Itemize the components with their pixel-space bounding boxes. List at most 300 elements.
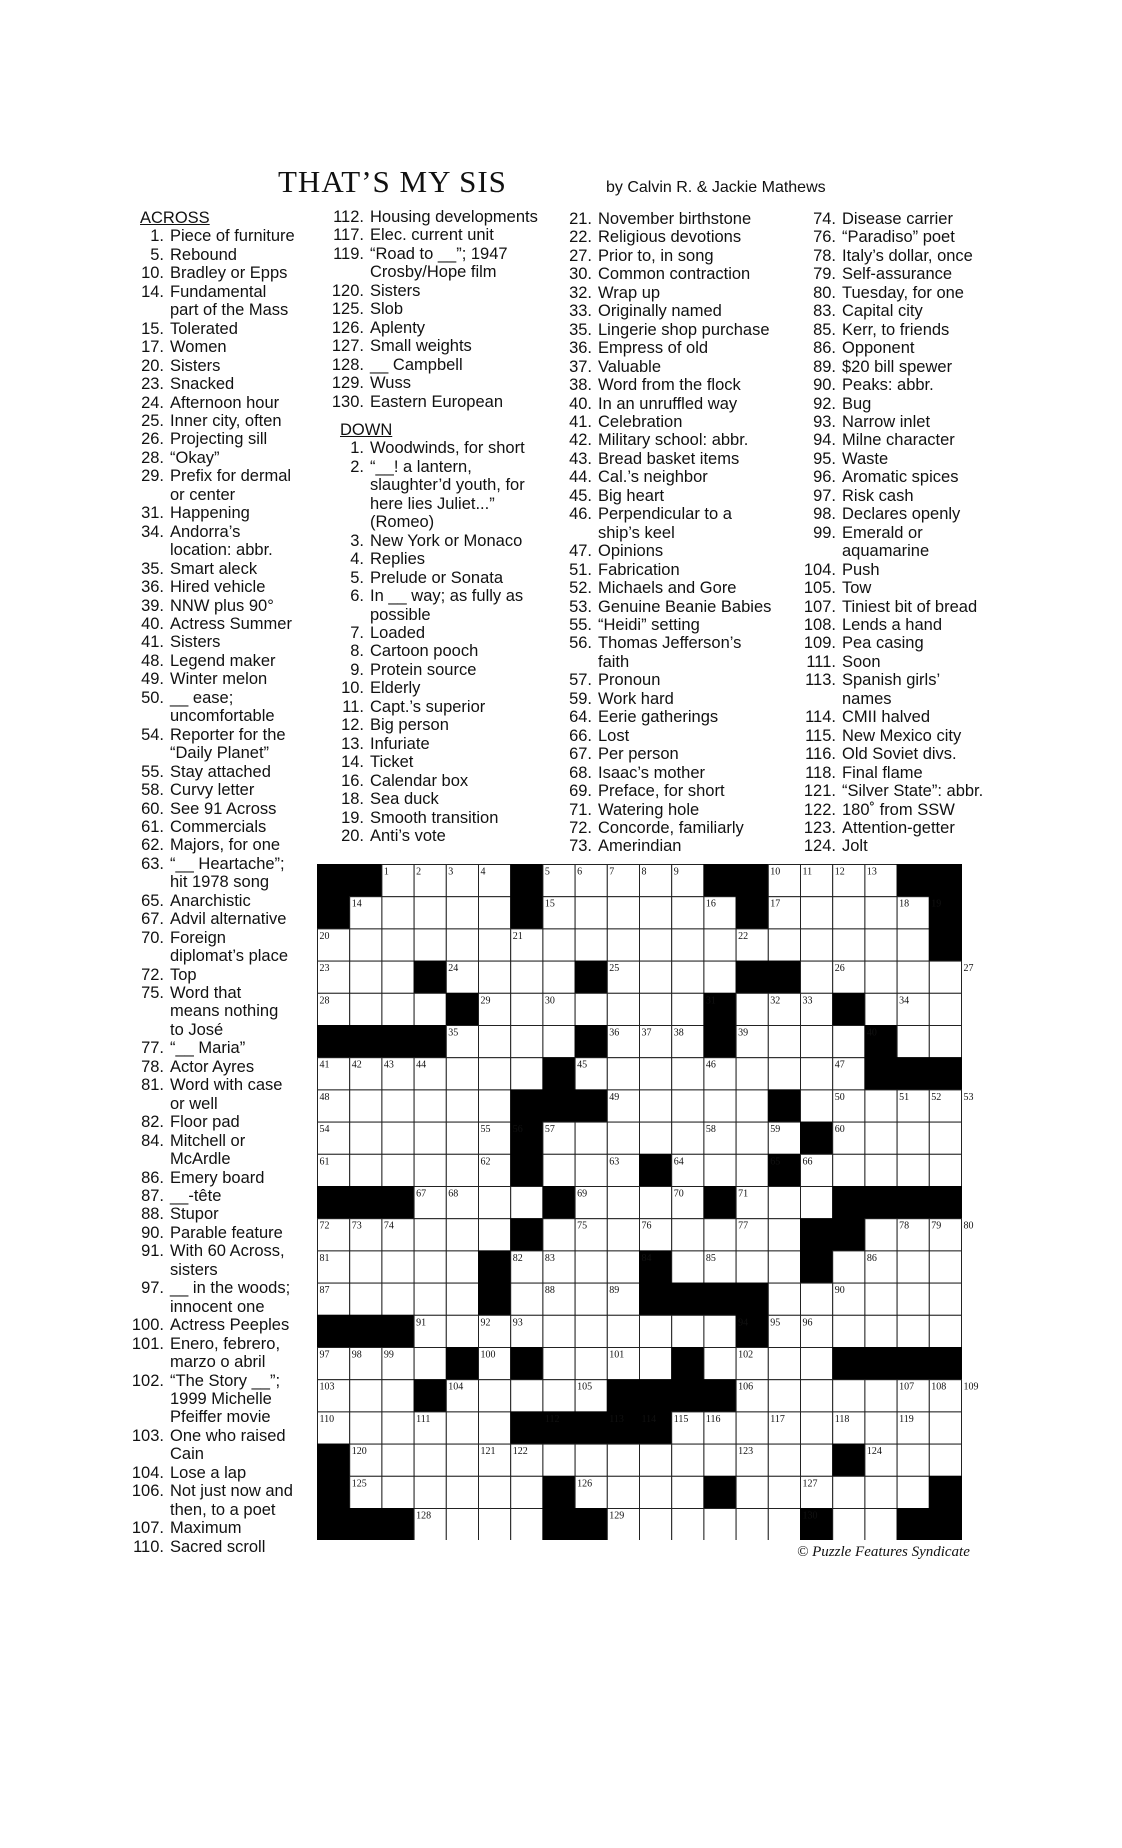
grid-cell[interactable] — [382, 1154, 414, 1186]
grid-cell[interactable] — [382, 897, 414, 929]
grid-cell[interactable] — [350, 1154, 382, 1186]
grid-cell[interactable] — [768, 1219, 800, 1251]
clue-down-85[interactable] — [800, 321, 1005, 339]
clue-down-109[interactable] — [800, 634, 1005, 652]
clue-across-58[interactable] — [128, 781, 324, 799]
grid-cell[interactable] — [446, 1476, 478, 1508]
clue-across-78[interactable] — [128, 1058, 324, 1076]
clue-down-118[interactable] — [800, 764, 1005, 782]
clue-across-81[interactable] — [128, 1076, 324, 1113]
grid-cell[interactable] — [446, 1283, 478, 1315]
clue-down-38[interactable] — [556, 376, 796, 394]
grid-cell[interactable] — [801, 929, 833, 961]
clue-across-15[interactable] — [128, 320, 324, 338]
grid-cell[interactable] — [704, 1154, 736, 1186]
grid-cell[interactable] — [479, 1187, 511, 1219]
grid-cell[interactable] — [543, 929, 575, 961]
grid-cell[interactable] — [672, 1476, 704, 1508]
grid-cell[interactable] — [607, 1122, 639, 1154]
grid-cell[interactable] — [607, 897, 639, 929]
grid-cell[interactable] — [768, 1187, 800, 1219]
clue-across-63[interactable] — [128, 855, 324, 892]
clue-down-56[interactable] — [556, 634, 796, 671]
clue-down-115[interactable] — [800, 727, 1005, 745]
crossword-grid[interactable] — [317, 864, 999, 1540]
grid-cell[interactable] — [672, 1122, 704, 1154]
grid-cell[interactable] — [833, 1026, 865, 1058]
grid-cell[interactable] — [446, 929, 478, 961]
clue-down-124[interactable] — [800, 837, 1005, 855]
grid-cell[interactable] — [897, 1122, 929, 1154]
clue-down-104[interactable] — [800, 561, 1005, 579]
grid-cell[interactable] — [511, 961, 543, 993]
clue-down-94[interactable] — [800, 431, 1005, 449]
grid-cell[interactable] — [929, 1444, 961, 1476]
clue-across-28[interactable] — [128, 449, 324, 467]
clue-across-130[interactable] — [328, 393, 558, 411]
clue-down-5[interactable] — [328, 569, 558, 587]
grid-cell[interactable] — [929, 961, 961, 993]
grid-cell[interactable] — [833, 1251, 865, 1283]
clue-across-102[interactable] — [128, 1372, 324, 1427]
grid-cell[interactable] — [704, 1444, 736, 1476]
clue-down-96[interactable] — [800, 468, 1005, 486]
clue-down-22[interactable] — [556, 228, 796, 246]
grid-cell[interactable] — [543, 1444, 575, 1476]
clue-across-55[interactable] — [128, 763, 324, 781]
grid-cell[interactable] — [736, 1476, 768, 1508]
clue-down-92[interactable] — [800, 395, 1005, 413]
clue-down-105[interactable] — [800, 579, 1005, 597]
clue-down-116[interactable] — [800, 745, 1005, 763]
clue-across-125[interactable] — [328, 300, 558, 318]
grid-cell[interactable] — [929, 1315, 961, 1347]
grid-cell[interactable] — [382, 1283, 414, 1315]
grid-cell[interactable] — [414, 1348, 446, 1380]
grid-cell[interactable] — [801, 1283, 833, 1315]
grid-cell[interactable] — [801, 1058, 833, 1090]
clue-across-101[interactable] — [128, 1335, 324, 1372]
grid-cell[interactable] — [801, 1187, 833, 1219]
clue-across-112[interactable] — [328, 208, 558, 226]
grid-cell[interactable] — [929, 1154, 961, 1186]
grid-cell[interactable] — [865, 1315, 897, 1347]
clue-down-55[interactable] — [556, 616, 796, 634]
grid-cell[interactable] — [801, 897, 833, 929]
clue-down-2[interactable] — [328, 458, 558, 532]
clue-across-48[interactable] — [128, 652, 324, 670]
grid-cell[interactable] — [543, 1348, 575, 1380]
grid-cell[interactable] — [479, 961, 511, 993]
grid-cell[interactable] — [865, 1122, 897, 1154]
clue-down-123[interactable] — [800, 819, 1005, 837]
grid-cell[interactable] — [640, 1509, 672, 1541]
grid-cell[interactable] — [736, 1251, 768, 1283]
grid-cell[interactable] — [672, 1444, 704, 1476]
clue-across-75[interactable] — [128, 984, 324, 1039]
clue-across-1[interactable] — [128, 227, 324, 245]
grid-cell[interactable] — [672, 1315, 704, 1347]
grid-cell[interactable] — [479, 1219, 511, 1251]
grid-cell[interactable] — [607, 1187, 639, 1219]
grid-cell[interactable] — [897, 929, 929, 961]
clue-down-13[interactable] — [328, 735, 558, 753]
clue-down-45[interactable] — [556, 487, 796, 505]
grid-cell[interactable] — [543, 1219, 575, 1251]
clue-down-69[interactable] — [556, 782, 796, 800]
grid-cell[interactable] — [607, 1315, 639, 1347]
clue-down-3[interactable] — [328, 532, 558, 550]
grid-cell[interactable] — [414, 1283, 446, 1315]
grid-cell[interactable] — [479, 897, 511, 929]
clue-down-18[interactable] — [328, 790, 558, 808]
grid-cell[interactable] — [446, 1251, 478, 1283]
grid-cell[interactable] — [736, 1509, 768, 1541]
grid-cell[interactable] — [897, 1026, 929, 1058]
grid-cell[interactable] — [929, 1251, 961, 1283]
grid-cell[interactable] — [704, 1509, 736, 1541]
clue-down-40[interactable] — [556, 395, 796, 413]
grid-cell[interactable] — [672, 961, 704, 993]
grid-cell[interactable] — [704, 929, 736, 961]
grid-cell[interactable] — [833, 1315, 865, 1347]
grid-cell[interactable] — [640, 1476, 672, 1508]
grid-cell[interactable] — [640, 929, 672, 961]
clue-across-10[interactable] — [128, 264, 324, 282]
clue-across-60[interactable] — [128, 800, 324, 818]
clue-across-40[interactable] — [128, 615, 324, 633]
grid-cell[interactable] — [801, 1444, 833, 1476]
clue-across-120[interactable] — [328, 282, 558, 300]
grid-cell[interactable] — [511, 1476, 543, 1508]
clue-across-65[interactable] — [128, 892, 324, 910]
grid-cell[interactable] — [640, 1122, 672, 1154]
grid-cell[interactable] — [929, 1122, 961, 1154]
grid-cell[interactable] — [833, 1509, 865, 1541]
grid-cell[interactable] — [382, 1380, 414, 1412]
grid-cell[interactable] — [575, 1283, 607, 1315]
clue-down-32[interactable] — [556, 284, 796, 302]
clue-down-59[interactable] — [556, 690, 796, 708]
grid-cell[interactable] — [768, 1026, 800, 1058]
grid-cell[interactable] — [833, 1380, 865, 1412]
grid-cell[interactable] — [446, 1058, 478, 1090]
clue-across-127[interactable] — [328, 337, 558, 355]
clue-across-104[interactable] — [128, 1464, 324, 1482]
clue-across-70[interactable] — [128, 929, 324, 966]
grid-cell[interactable] — [736, 1090, 768, 1122]
grid-cell[interactable] — [768, 1444, 800, 1476]
grid-cell[interactable] — [736, 1154, 768, 1186]
clue-across-103[interactable] — [128, 1427, 324, 1464]
clue-across-97[interactable] — [128, 1279, 324, 1316]
grid-cell[interactable] — [929, 993, 961, 1025]
clue-across-72[interactable] — [128, 966, 324, 984]
clue-down-30[interactable] — [556, 265, 796, 283]
grid-cell[interactable] — [382, 1476, 414, 1508]
clue-across-110[interactable] — [128, 1538, 324, 1556]
clue-down-51[interactable] — [556, 561, 796, 579]
grid-cell[interactable] — [479, 1090, 511, 1122]
clue-down-47[interactable] — [556, 542, 796, 560]
grid-cell[interactable] — [897, 1283, 929, 1315]
grid-cell[interactable] — [801, 1412, 833, 1444]
grid-cell[interactable] — [575, 897, 607, 929]
clue-down-68[interactable] — [556, 764, 796, 782]
grid-cell[interactable] — [897, 1444, 929, 1476]
grid-cell[interactable] — [640, 1187, 672, 1219]
grid-cell[interactable] — [801, 1090, 833, 1122]
grid-cell[interactable] — [672, 1058, 704, 1090]
clue-down-111[interactable] — [800, 653, 1005, 671]
grid-cell[interactable] — [768, 1380, 800, 1412]
grid-cell[interactable] — [350, 961, 382, 993]
grid-cell[interactable] — [350, 1412, 382, 1444]
clue-down-52[interactable] — [556, 579, 796, 597]
clue-across-87[interactable] — [128, 1187, 324, 1205]
grid-cell[interactable] — [511, 1058, 543, 1090]
clue-across-107[interactable] — [128, 1519, 324, 1537]
clue-across-39[interactable] — [128, 597, 324, 615]
clue-across-84[interactable] — [128, 1132, 324, 1169]
clue-across-88[interactable] — [128, 1205, 324, 1223]
clue-across-36[interactable] — [128, 578, 324, 596]
grid-cell[interactable] — [479, 1380, 511, 1412]
clue-down-7[interactable] — [328, 624, 558, 642]
clue-down-90[interactable] — [800, 376, 1005, 394]
grid-cell[interactable] — [350, 1090, 382, 1122]
grid-cell[interactable] — [446, 1219, 478, 1251]
grid-cell[interactable] — [768, 1348, 800, 1380]
grid-cell[interactable] — [865, 1090, 897, 1122]
grid-cell[interactable] — [640, 897, 672, 929]
clue-across-128[interactable] — [328, 356, 558, 374]
clue-across-23[interactable] — [128, 375, 324, 393]
clue-across-31[interactable] — [128, 504, 324, 522]
grid-cell[interactable] — [672, 1090, 704, 1122]
grid-cell[interactable] — [736, 1058, 768, 1090]
grid-cell[interactable] — [414, 897, 446, 929]
clue-down-10[interactable] — [328, 679, 558, 697]
grid-cell[interactable] — [382, 1251, 414, 1283]
grid-cell[interactable] — [736, 1122, 768, 1154]
grid-cell[interactable] — [736, 1412, 768, 1444]
clue-across-49[interactable] — [128, 670, 324, 688]
grid-cell[interactable] — [575, 1154, 607, 1186]
grid-cell[interactable] — [640, 961, 672, 993]
grid-cell[interactable] — [607, 1476, 639, 1508]
grid-cell[interactable] — [479, 929, 511, 961]
clue-down-76[interactable] — [800, 228, 1005, 246]
grid-cell[interactable] — [897, 1315, 929, 1347]
grid-cell[interactable] — [382, 993, 414, 1025]
clue-down-43[interactable] — [556, 450, 796, 468]
clue-down-14[interactable] — [328, 753, 558, 771]
clue-down-64[interactable] — [556, 708, 796, 726]
clue-across-54[interactable] — [128, 726, 324, 763]
grid-cell[interactable] — [350, 1122, 382, 1154]
grid-cell[interactable] — [575, 1122, 607, 1154]
grid-cell[interactable] — [833, 897, 865, 929]
grid-cell[interactable] — [833, 929, 865, 961]
clue-down-78[interactable] — [800, 247, 1005, 265]
grid-cell[interactable] — [414, 1251, 446, 1283]
grid-cell[interactable] — [672, 993, 704, 1025]
grid-cell[interactable] — [768, 929, 800, 961]
grid-cell[interactable] — [640, 1058, 672, 1090]
grid-cell[interactable] — [414, 1444, 446, 1476]
clue-down-97[interactable] — [800, 487, 1005, 505]
clue-down-1[interactable] — [328, 439, 558, 457]
grid-cell[interactable] — [382, 1444, 414, 1476]
clue-down-35[interactable] — [556, 321, 796, 339]
clue-across-41[interactable] — [128, 633, 324, 651]
grid-cell[interactable] — [865, 1509, 897, 1541]
grid-cell[interactable] — [640, 993, 672, 1025]
grid-cell[interactable] — [575, 1315, 607, 1347]
grid-cell[interactable] — [543, 961, 575, 993]
grid-cell[interactable] — [350, 1251, 382, 1283]
grid-cell[interactable] — [865, 961, 897, 993]
clue-down-114[interactable] — [800, 708, 1005, 726]
grid-cell[interactable] — [640, 1090, 672, 1122]
grid-cell[interactable] — [640, 1348, 672, 1380]
grid-cell[interactable] — [704, 961, 736, 993]
clue-down-37[interactable] — [556, 358, 796, 376]
grid-cell[interactable] — [704, 1348, 736, 1380]
clue-down-122[interactable] — [800, 801, 1005, 819]
clue-down-27[interactable] — [556, 247, 796, 265]
grid-cell[interactable] — [511, 1509, 543, 1541]
clue-down-36[interactable] — [556, 339, 796, 357]
grid-cell[interactable] — [414, 1090, 446, 1122]
grid-cell[interactable] — [607, 1219, 639, 1251]
grid-cell[interactable] — [575, 929, 607, 961]
grid-cell[interactable] — [768, 1251, 800, 1283]
clue-down-121[interactable] — [800, 782, 1005, 800]
grid-cell[interactable] — [446, 1509, 478, 1541]
clue-across-62[interactable] — [128, 836, 324, 854]
clue-down-89[interactable] — [800, 358, 1005, 376]
grid-cell[interactable] — [865, 929, 897, 961]
clue-across-29[interactable] — [128, 467, 324, 504]
clue-across-24[interactable] — [128, 394, 324, 412]
grid-cell[interactable] — [543, 1154, 575, 1186]
grid-cell[interactable] — [833, 1154, 865, 1186]
grid-cell[interactable] — [801, 961, 833, 993]
grid-cell[interactable] — [704, 1315, 736, 1347]
clue-down-33[interactable] — [556, 302, 796, 320]
clue-across-34[interactable] — [128, 523, 324, 560]
grid-cell[interactable] — [607, 1251, 639, 1283]
clue-down-72[interactable] — [556, 819, 796, 837]
grid-cell[interactable] — [897, 1251, 929, 1283]
clue-across-14[interactable] — [128, 283, 324, 320]
grid-cell[interactable] — [382, 961, 414, 993]
clue-down-57[interactable] — [556, 671, 796, 689]
clue-across-35[interactable] — [128, 560, 324, 578]
grid-cell[interactable] — [672, 1509, 704, 1541]
grid-cell[interactable] — [704, 1219, 736, 1251]
grid-cell[interactable] — [801, 1026, 833, 1058]
clue-across-129[interactable] — [328, 374, 558, 392]
grid-cell[interactable] — [865, 1412, 897, 1444]
grid-cell[interactable] — [801, 1380, 833, 1412]
grid-cell[interactable] — [929, 1283, 961, 1315]
grid-cell[interactable] — [543, 1380, 575, 1412]
grid-cell[interactable] — [479, 1026, 511, 1058]
grid-cell[interactable] — [350, 1380, 382, 1412]
clue-down-86[interactable] — [800, 339, 1005, 357]
grid-cell[interactable] — [511, 1187, 543, 1219]
clue-across-61[interactable] — [128, 818, 324, 836]
clue-down-53[interactable] — [556, 598, 796, 616]
clue-down-66[interactable] — [556, 727, 796, 745]
clue-across-90[interactable] — [128, 1224, 324, 1242]
clue-across-25[interactable] — [128, 412, 324, 430]
grid-cell[interactable] — [414, 993, 446, 1025]
grid-cell[interactable] — [575, 993, 607, 1025]
clue-down-42[interactable] — [556, 431, 796, 449]
grid-cell[interactable] — [768, 1283, 800, 1315]
clue-down-19[interactable] — [328, 809, 558, 827]
clue-across-117[interactable] — [328, 226, 558, 244]
grid-cell[interactable] — [446, 1122, 478, 1154]
clue-down-99[interactable] — [800, 524, 1005, 561]
grid-cell[interactable] — [833, 1476, 865, 1508]
grid-cell[interactable] — [672, 1251, 704, 1283]
grid-cell[interactable] — [511, 1026, 543, 1058]
clue-across-5[interactable] — [128, 246, 324, 264]
clue-across-106[interactable] — [128, 1482, 324, 1519]
grid-cell[interactable] — [865, 897, 897, 929]
grid-cell[interactable] — [768, 1476, 800, 1508]
grid-cell[interactable] — [414, 929, 446, 961]
clue-across-91[interactable] — [128, 1242, 324, 1279]
grid-cell[interactable] — [414, 1476, 446, 1508]
clue-down-9[interactable] — [328, 661, 558, 679]
clue-down-20[interactable] — [328, 827, 558, 845]
clue-down-67[interactable] — [556, 745, 796, 763]
clue-down-44[interactable] — [556, 468, 796, 486]
clue-down-80[interactable] — [800, 284, 1005, 302]
clue-down-113[interactable] — [800, 671, 1005, 708]
grid-cell[interactable] — [543, 1026, 575, 1058]
grid-cell[interactable] — [865, 1283, 897, 1315]
clue-down-108[interactable] — [800, 616, 1005, 634]
clue-across-50[interactable] — [128, 689, 324, 726]
clue-down-11[interactable] — [328, 698, 558, 716]
clue-across-17[interactable] — [128, 338, 324, 356]
grid-cell[interactable] — [479, 1476, 511, 1508]
clue-down-95[interactable] — [800, 450, 1005, 468]
clue-down-93[interactable] — [800, 413, 1005, 431]
clue-down-107[interactable] — [800, 598, 1005, 616]
clue-across-82[interactable] — [128, 1113, 324, 1131]
grid-cell[interactable] — [736, 993, 768, 1025]
clue-down-71[interactable] — [556, 801, 796, 819]
grid-cell[interactable] — [446, 1412, 478, 1444]
grid-cell[interactable] — [382, 929, 414, 961]
grid-cell[interactable] — [672, 1219, 704, 1251]
grid-cell[interactable] — [446, 1315, 478, 1347]
clue-down-98[interactable] — [800, 505, 1005, 523]
grid-cell[interactable] — [865, 1380, 897, 1412]
grid-cell[interactable] — [897, 961, 929, 993]
grid-cell[interactable] — [575, 1348, 607, 1380]
grid-cell[interactable] — [446, 1090, 478, 1122]
clue-down-79[interactable] — [800, 265, 1005, 283]
